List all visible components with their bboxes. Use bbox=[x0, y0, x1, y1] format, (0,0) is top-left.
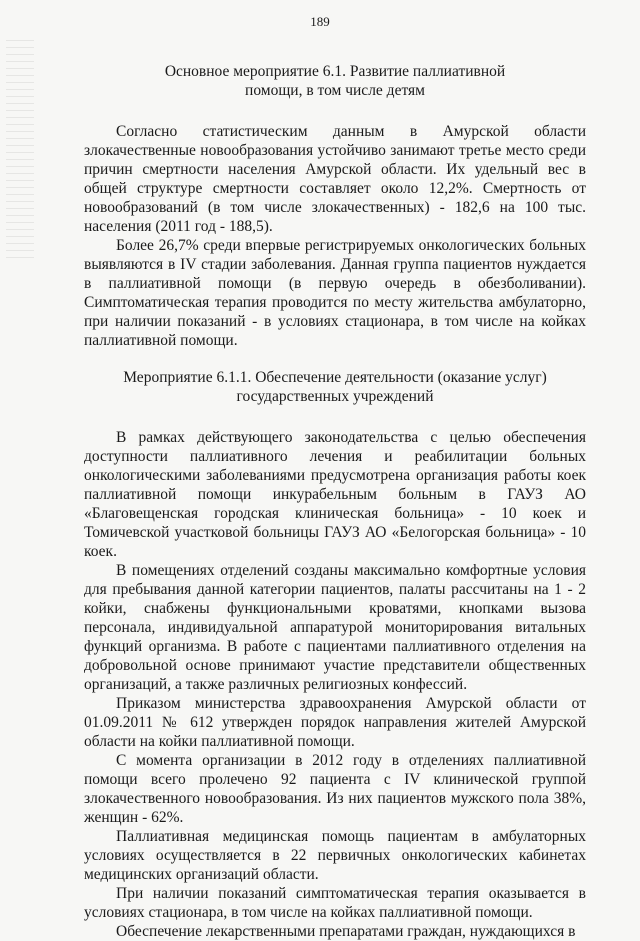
section-heading-6-1-1 bbox=[84, 368, 586, 406]
section-heading-6-1 bbox=[84, 62, 586, 100]
heading-line: Мероприятие 6.1.1. Обеспечение деятельности (оказание услуг) bbox=[123, 369, 547, 386]
paragraph: Обеспечение лекарственными препаратами граждан, нуждающихся в bbox=[116, 923, 576, 940]
document-body bbox=[84, 62, 586, 941]
paragraph: При наличии показаний симптоматическая терапия оказывается в условиях стационара, в том числе на койках паллиативной помощи. bbox=[84, 885, 586, 921]
heading-line: Основное мероприятие 6.1. Развитие паллиативной bbox=[164, 63, 506, 80]
paragraph: Согласно статистическим данным в Амурской области злокачественные новообразования устойчиво занимают третье место среди причин смертности населения Амурской области. Их удельный вес в общей структуре смертности составляет около 12,2%. Смертность от новообразований (в том числе злокачественных) - 182,6 на 100 тыс. населения (2011 год - 188,5). bbox=[84, 123, 586, 235]
page-number: 189 bbox=[310, 14, 330, 29]
scan-edge-artifact bbox=[6, 40, 34, 260]
paragraph: Более 26,7% среди впервые регистрируемых онкологических больных выявляются в IV стадии заболевания. Данная группа пациентов нуждается в паллиативной помощи (в первую очередь в обезболивании). Симптоматическая терапия проводится по месту жительства амбулаторно, при наличии показаний - в условиях стационара, в том числе на койках паллиативной помощи. bbox=[84, 237, 586, 349]
heading-line: государственных учреждений bbox=[236, 388, 434, 405]
paragraph: Паллиативная медицинская помощь пациентам в амбулаторных условиях осуществляется в 22 первичных онкологических кабинетах медицинских организаций области. bbox=[84, 828, 586, 883]
paragraph: В помещениях отделений созданы максимально комфортные условия для пребывания данной категории пациентов, палаты рассчитаны на 1 - 2 койки, снабжены функциональными кроватями, кнопками вызова персонала, индивидуальной аппаратурой мониторирования витальных функций организма. В работе с пациентами паллиативного отделения на добровольной основе принимают участие представители общественных организаций, а также различных религиозных конфессий. bbox=[84, 562, 586, 693]
paragraph: В рамках действующего законодательства с целью обеспечения доступности паллиативного лечения и реабилитации больных онкологическими заболеваниями предусмотрена организация работы коек паллиативной помощи инкурабельным больным в ГАУЗ АО «Благовещенская городская клиническая больница» - 10 коек и Томичевской участковой больницы ГАУЗ АО «Белогорская больница» - 10 коек. bbox=[84, 429, 586, 560]
paragraph: С момента организации в 2012 году в отделениях паллиативной помощи всего пролечено 92 пациента с IV клинической группой злокачественного новообразования. Из них пациентов мужского пола 38%, женщин - 62%. bbox=[84, 752, 586, 826]
paragraph: Приказом министерства здравоохранения Амурской области от 01.09.2011 № 612 утвержден порядок направления жителей Амурской области на койки паллиативной помощи. bbox=[84, 695, 586, 750]
heading-line: помощи, в том числе детям bbox=[245, 82, 425, 99]
